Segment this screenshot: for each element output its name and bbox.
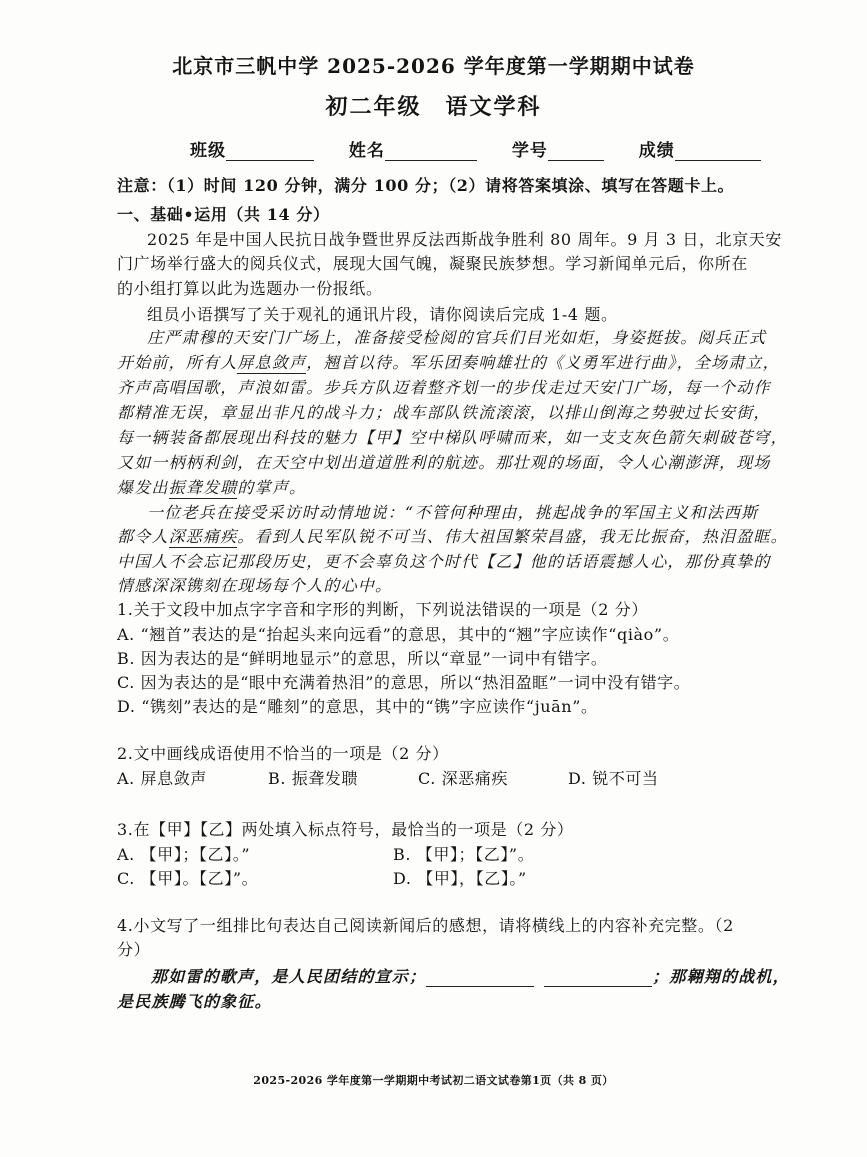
question-2-stem: 2.文中画线成语使用不恰当的一项是（2 分）	[117, 744, 449, 763]
class-label: 班级	[190, 141, 226, 161]
question-3-option: A. 【甲】；【乙】。”	[117, 845, 251, 864]
exam-title: 北京市三帆中学 2025-2026 学年度第一学期期中试卷	[172, 54, 695, 78]
intro-line: 组员小语撰写了关于观礼的通讯片段，请你阅读后完成 1-4 题。	[147, 305, 618, 324]
question-1-stem: 1.关于文段中加点字字音和字形的判断，下列说法错误的一项是（2 分）	[117, 600, 648, 619]
question-4-body: 是民族腾飞的象征。	[117, 992, 272, 1011]
score-label: 成绩	[638, 141, 675, 161]
name-label: 姓名	[348, 141, 385, 161]
question-1-option: B. 因为表达的是“鲜明地显示”的意思，所以“章显”一词中有错字。	[117, 649, 608, 668]
passage-line: 开始前，所有人屏息敛声，翘首以待。军乐团奏响雄壮的《义勇军进行曲》，全场肃立，	[117, 353, 780, 372]
passage-line: 庄严肃穆的天安门广场上，准备接受检阅的官兵们目光如炬，身姿挺拔。阅兵正式	[147, 328, 767, 347]
passage-line: 情感深深镌刻在现场每个人的心中。	[117, 576, 393, 595]
underlined-idiom: 深恶痛疾	[168, 527, 238, 546]
score-blank	[675, 142, 761, 161]
name-blank	[385, 142, 477, 161]
question-3-option: C. 【甲】。【乙】”。	[117, 869, 259, 888]
passage-line: 每一辆装备都展现出科技的魅力【甲】空中梯队呼啸而来，如一支支灰色箭矢刺破苍穹，	[117, 428, 788, 447]
section-heading: 一、基础•运用（共 14 分）	[117, 205, 330, 224]
passage-line: 一位老兵在接受采访时动情地说：“不管何种理由，挑起战争的军国主义和法西斯	[147, 503, 759, 522]
student-info-fields	[190, 136, 761, 161]
underlined-idiom: 屏息敛声	[237, 353, 307, 372]
id-label: 学号	[511, 141, 548, 161]
intro-line: 2025 年是中国人民抗日战争暨世界反法西斯战争胜利 80 周年。9 月 3 日，北京天安	[147, 230, 782, 249]
intro-line: 的小组打算以此为选题办一份报纸。	[117, 279, 383, 298]
question-2-option: D. 锐不可当	[568, 769, 659, 788]
question-1-option: D. “镌刻”表达的是“雕刻”的意思，其中的“镌”字应读作“juān”。	[117, 697, 598, 716]
passage-line: 中国人不会忘记那段历史，更不会辜负这个时代【乙】他的话语震撼人心，那份真挚的	[117, 552, 771, 571]
question-4-stem: 分）	[117, 940, 151, 959]
answer-blank	[426, 968, 534, 987]
class-blank	[226, 142, 314, 161]
underlined-idiom: 振聋发聩	[168, 478, 238, 497]
exam-notice: 注意：（1）时间 120 分钟，满分 100 分；（2）请将答案填涂、填写在答题卡上。	[117, 176, 735, 195]
question-2-option: B. 振聋发聩	[268, 769, 359, 788]
exam-subtitle: 初二年级 语文学科	[325, 94, 542, 120]
passage-line: 爆发出振聋发聩的掌声。	[117, 478, 307, 497]
answer-blank	[544, 968, 652, 987]
page-footer: 2025-2026 学年度第一学期期中考试初二语文试卷第1页（共 8 页）	[253, 1074, 614, 1087]
passage-line: 齐声高唱国歌，声浪如雷。步兵方队迈着整齐划一的步伐走过天安门广场，每一个动作	[117, 378, 771, 397]
intro-line: 门广场举行盛大的阅兵仪式，展现大国气魄，凝聚民族梦想。学习新闻单元后，你所在	[117, 254, 748, 273]
question-4-stem: 4.小文写了一组排比句表达自己阅读新闻后的感想，请将横线上的内容补充完整。（2	[117, 916, 734, 935]
question-3-option: B. 【甲】；【乙】”。	[393, 845, 535, 864]
id-blank	[548, 142, 604, 161]
question-4-body: 那如雷的歌声，是人民团结的宣示； ；那翱翔的战机，	[151, 967, 790, 986]
question-1-option: C. 因为表达的是“眼中充满着热泪”的意思，所以“热泪盈眶”一词中没有错字。	[117, 673, 691, 692]
passage-line: 又如一柄柄利剑，在天空中划出道道胜利的航迹。那壮观的场面，令人心潮澎湃，现场	[117, 453, 771, 472]
question-3-stem: 3.在【甲】【乙】两处填入标点符号，最恰当的一项是（2 分）	[117, 820, 574, 839]
question-2-option: A. 屏息敛声	[117, 769, 207, 788]
passage-line: 都精准无误，章显出非凡的战斗力；战车部队铁流滚滚，以排山倒海之势驶过长安街，	[117, 403, 771, 422]
question-3-option: D. 【甲】，【乙】。”	[393, 869, 527, 888]
question-2-option: C. 深恶痛疾	[418, 769, 509, 788]
question-1-option: A. “翘首”表达的是“抬起头来向远看”的意思，其中的“翘”字应读作“qiào”。	[117, 625, 680, 644]
passage-line: 都令人深恶痛疾。看到人民军队锐不可当、伟大祖国繁荣昌盛，我无比振奋，热泪盈眶。	[117, 527, 788, 546]
